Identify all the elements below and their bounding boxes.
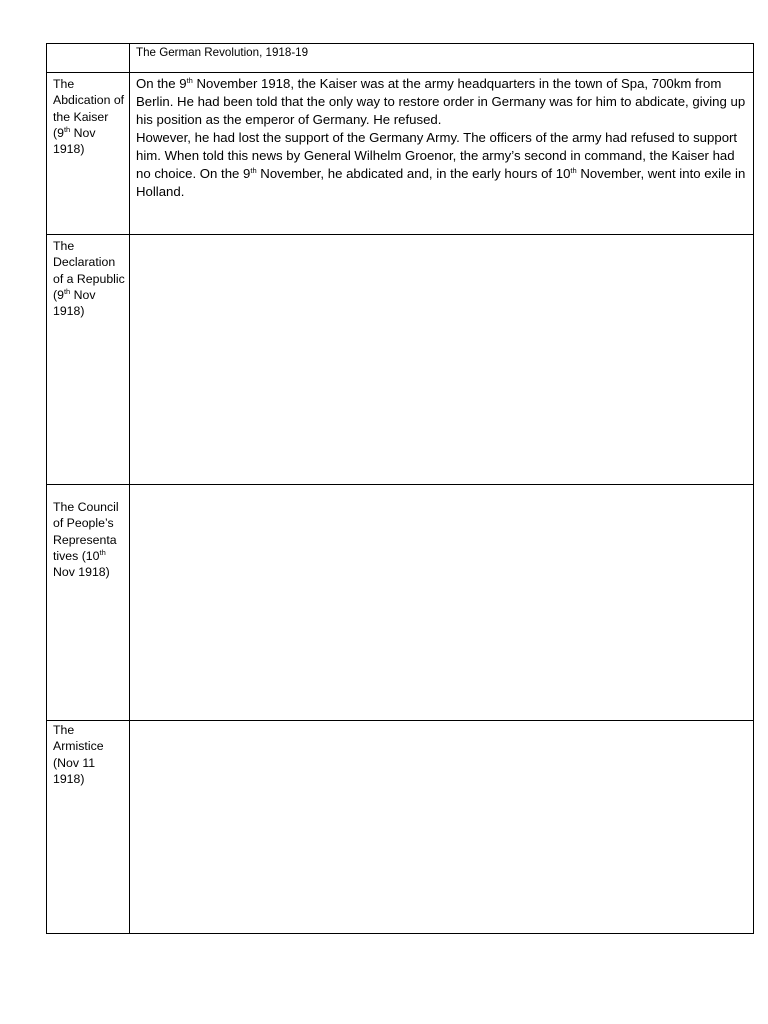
row-label-abdication <box>47 73 130 235</box>
row-label-superscript: th <box>99 547 106 557</box>
row-label-text: The Abdication of the Kaiser (9 <box>53 77 125 140</box>
row-label-text: The Declaration of a Republic (9 <box>53 239 125 302</box>
header-label-cell <box>47 44 130 73</box>
revolution-table <box>46 43 754 934</box>
paragraph-text: November 1918, the Kaiser was at the army headquarters in the town of Spa, 700km from Berlin. He had been told that the only way to restore order in Germany was for him to abdicate, giving up his position as the emperor of Germany. He refused. <box>136 76 746 127</box>
paragraph-text: November, he abdicated and, in the early hours of 10 <box>256 166 571 181</box>
table-row <box>47 235 754 485</box>
row-label-text: Nov 1918) <box>53 287 96 319</box>
row-label-text: Nov 1918) <box>53 565 110 580</box>
table-header-row <box>47 44 754 73</box>
paragraph-1 <box>136 75 747 129</box>
row-label-text: The Council of People’s Representa tives (10 <box>53 500 119 563</box>
row-content-council[interactable] <box>130 485 754 721</box>
superscript: th <box>250 166 257 175</box>
row-content-abdication <box>130 73 754 235</box>
paragraph-text: November, went into exile in Holland. <box>136 166 746 199</box>
superscript: th <box>570 166 577 175</box>
superscript: th <box>186 76 193 85</box>
row-content-republic[interactable] <box>130 235 754 485</box>
row-label-armistice <box>47 721 130 934</box>
row-label-text: Nov 1918) <box>53 125 96 157</box>
row-label-superscript: th <box>63 124 71 134</box>
row-label-superscript: th <box>63 286 71 296</box>
paragraph-text: However, he had lost the support of the Germany Army. The officers of the army had refused to support him. When told this news by General Wilhelm Groenor, the army’s second in command, the Kaiser had no choice. On the 9 <box>136 130 738 181</box>
row-content-armistice[interactable] <box>130 721 754 934</box>
row-label-republic <box>47 235 130 485</box>
row-label-text: The Armistice (Nov 11 1918) <box>53 723 104 786</box>
table-title: The German Revolution, 1918-19 <box>130 44 754 73</box>
paragraph-text: On the 9 <box>136 76 187 91</box>
table-row <box>47 721 754 934</box>
row-label-council <box>47 485 130 721</box>
table-row <box>47 73 754 235</box>
paragraph-2 <box>136 129 747 201</box>
table-row <box>47 485 754 721</box>
